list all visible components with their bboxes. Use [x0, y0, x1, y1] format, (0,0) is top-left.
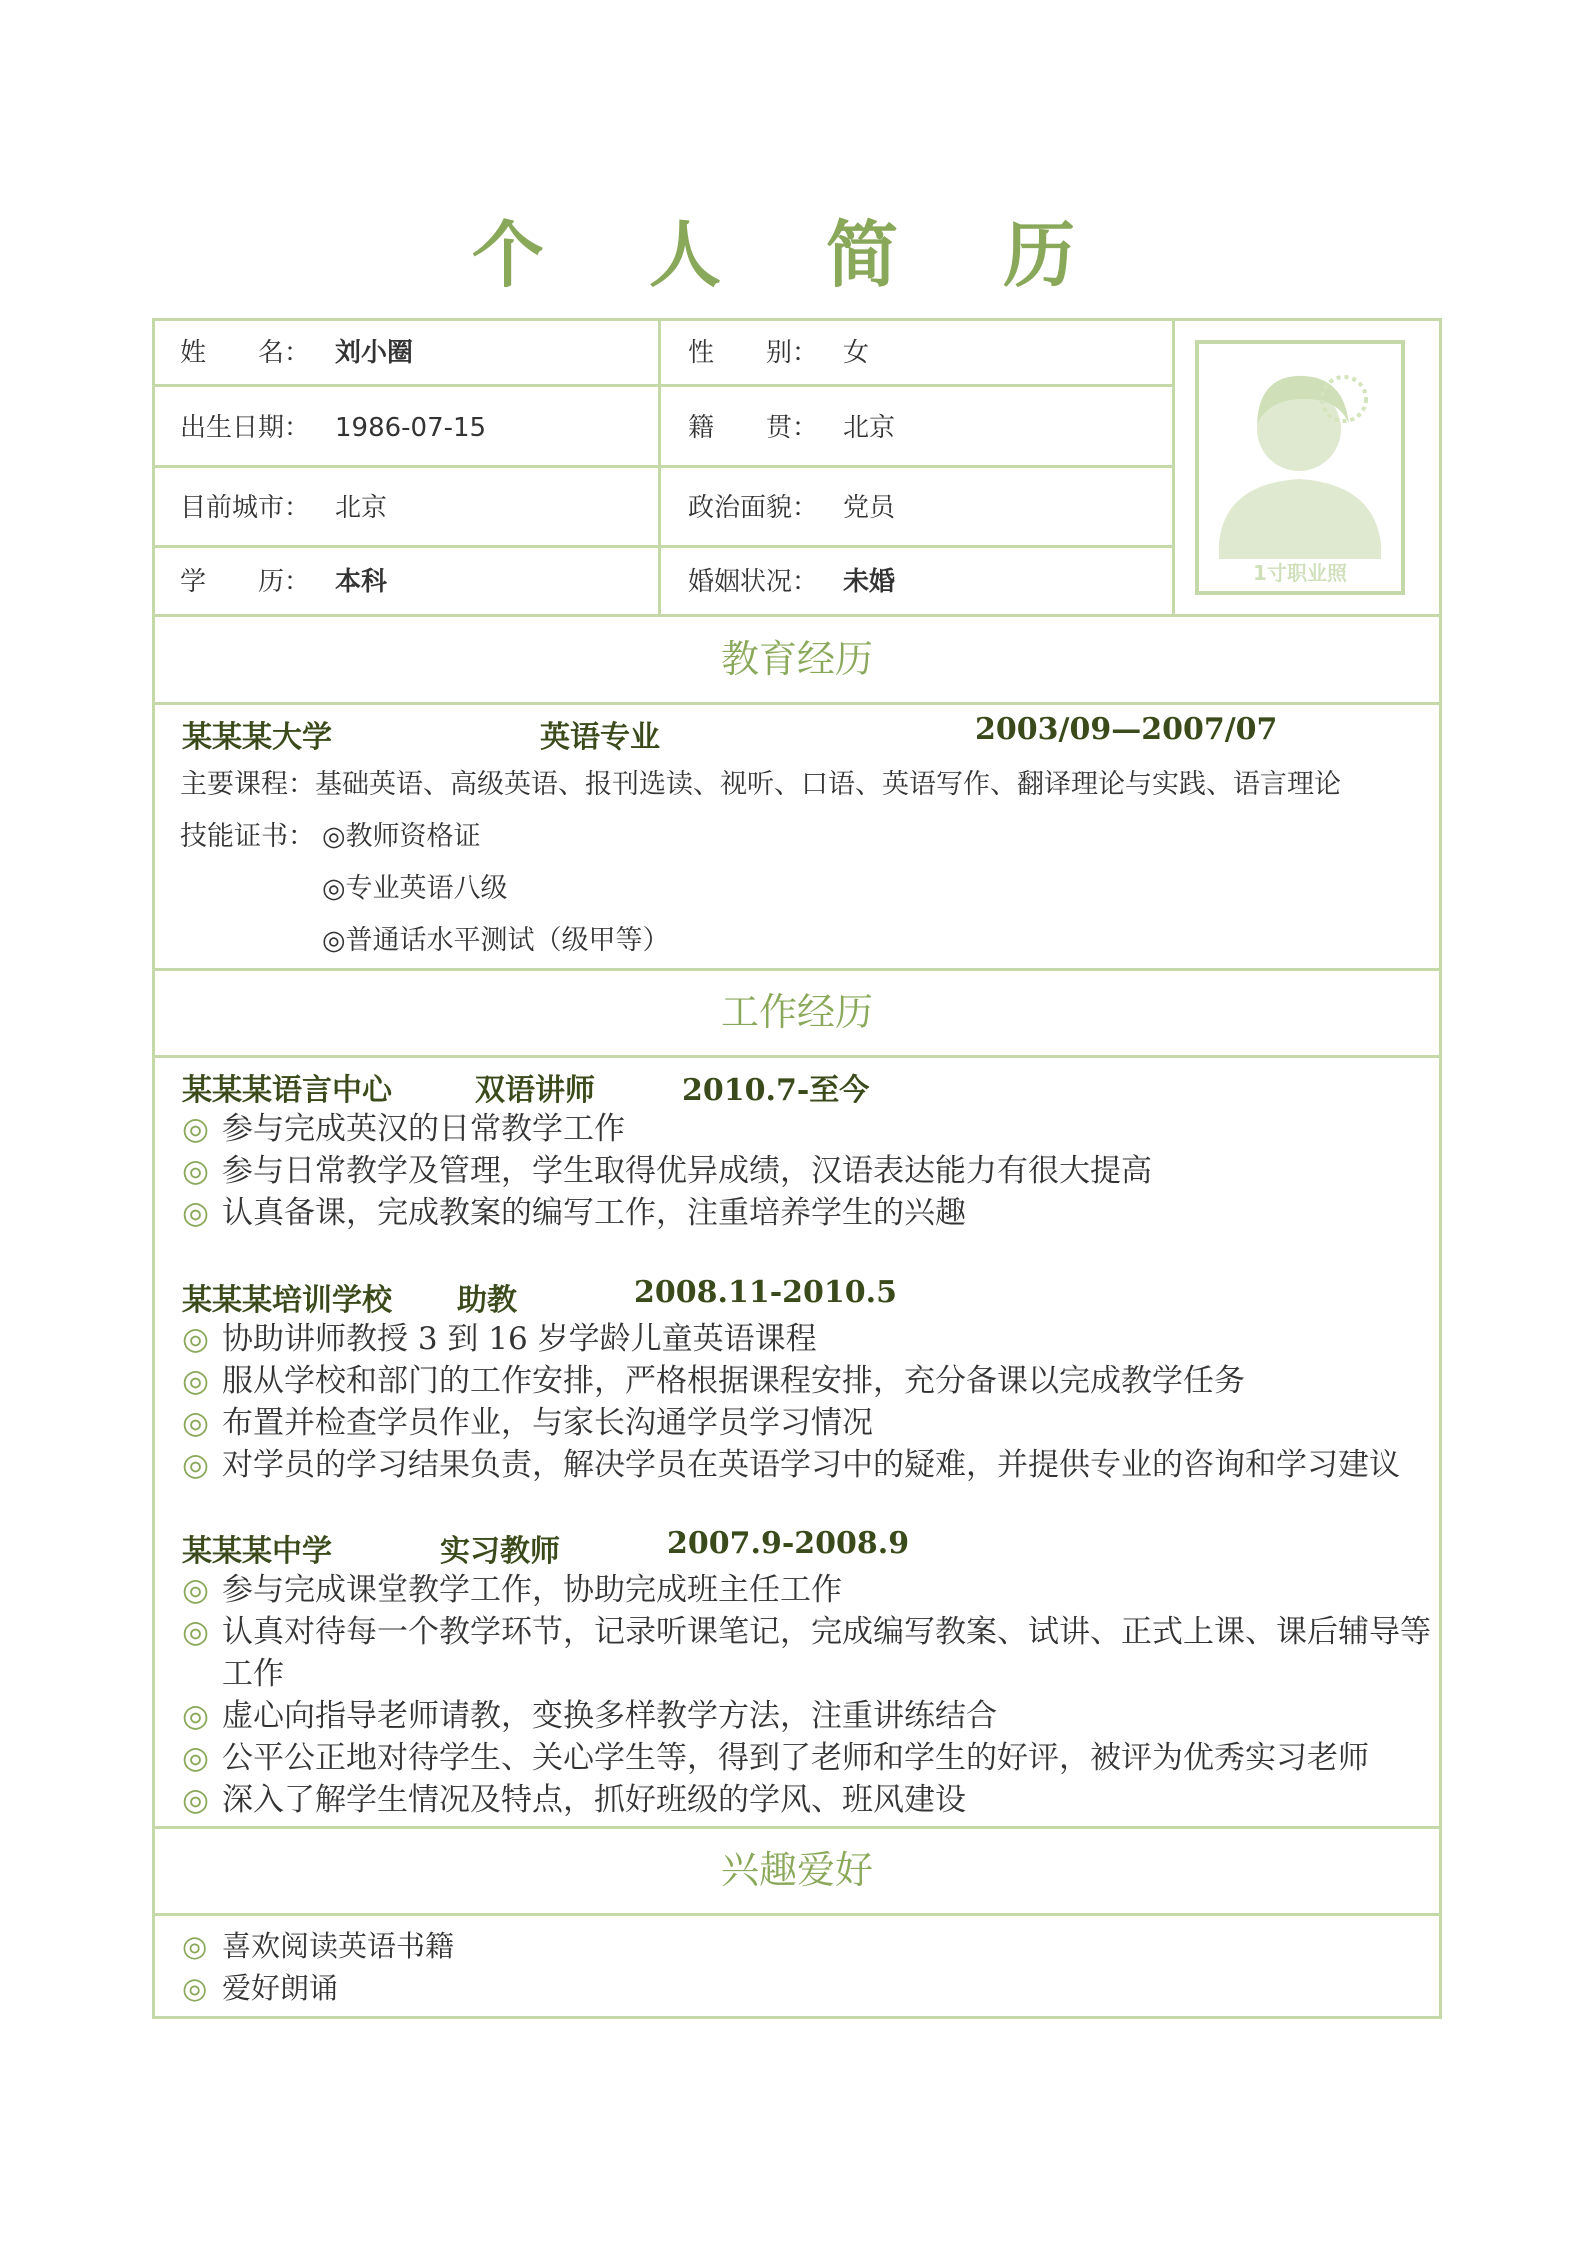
divider — [152, 1055, 1442, 1058]
page-title: 个 人 简 历 — [471, 212, 1116, 297]
bullet-icon: ◎ — [182, 1447, 210, 1483]
photo-caption: 1寸职业照 — [1253, 561, 1347, 585]
list-item: ◎ 深入了解学生情况及特点，抓好班级的学风、班风建设 — [182, 1779, 1457, 1821]
list-item: ◎ 对学员的学习结果负责，解决学员在英语学习中的疑难，并提供专业的咨询和学习建议 — [182, 1444, 1400, 1486]
info-birthdate — [180, 410, 486, 446]
info-value: 女 — [843, 338, 870, 368]
list-item: ◎ 虚心向指导老师请教，变换多样教学方法，注重讲练结合 — [182, 1695, 1457, 1737]
divider — [1172, 318, 1175, 616]
major: 英语专业 — [540, 720, 660, 755]
education-header — [0, 712, 1587, 754]
bullet-icon: ◎ — [182, 1971, 208, 2005]
job-header — [0, 1526, 1587, 1568]
bullet-icon: ◎ — [182, 1111, 210, 1147]
list-item: ◎ 爱好朗诵 — [182, 1967, 454, 2009]
divider — [152, 968, 1442, 971]
bullet-icon: ◎ — [182, 1614, 210, 1650]
info-marital — [688, 564, 895, 600]
info-label: 姓 名： — [180, 338, 311, 368]
bullet-icon: ◎ — [182, 1405, 210, 1441]
divider — [152, 384, 1174, 387]
job-org: 某某某语言中心 — [182, 1073, 392, 1108]
info-label: 籍 贯： — [688, 413, 819, 443]
info-value: 刘小圈 — [335, 338, 414, 368]
info-value: 1986-07-15 — [335, 413, 487, 443]
list-item: ◎ 服从学校和部门的工作安排，严格根据课程安排，充分备课以完成教学任务 — [182, 1360, 1400, 1402]
info-label: 性 别： — [688, 338, 819, 368]
job-role: 助教 — [457, 1283, 517, 1318]
list-item: ◎ 认真对待每一个教学环节，记录听课笔记，完成编写教案、试讲、正式上课、课后辅导等工作 — [182, 1611, 1457, 1695]
info-label: 政治面貌： — [688, 493, 819, 523]
cert-item: ◎普通话水平测试（级甲等） — [322, 925, 670, 956]
courses-value: 基础英语、高级英语、报刊选读、视听、口语、英语写作、翻译理论与实践、语言理论 — [315, 769, 1341, 800]
info-label: 学 历： — [180, 567, 311, 597]
education-period: 2003/09—2007/07 — [975, 712, 1278, 747]
info-value: 未婚 — [843, 567, 896, 597]
bullet-icon: ◎ — [182, 1698, 210, 1734]
job-period: 2010.7-至今 — [682, 1073, 870, 1108]
job-period: 2008.11-2010.5 — [634, 1275, 897, 1310]
info-education — [180, 564, 387, 600]
bullet-icon: ◎ — [182, 1363, 210, 1399]
divider — [152, 1826, 1442, 1829]
job-header — [0, 1065, 1587, 1107]
list-item: ◎ 参与日常教学及管理，学生取得优异成绩，汉语表达能力有很大提高 — [182, 1150, 1152, 1192]
info-name — [180, 335, 413, 371]
courses-label: 主要课程： — [180, 769, 315, 800]
info-label: 目前城市： — [180, 493, 311, 523]
info-value: 党员 — [843, 493, 896, 523]
list-item: ◎ 公平公正地对待学生、关心学生等，得到了老师和学生的好评，被评为优秀实习老师 — [182, 1737, 1457, 1779]
divider — [152, 465, 1174, 468]
list-item: ◎ 喜欢阅读英语书籍 — [182, 1925, 454, 1967]
school-name: 某某某大学 — [182, 720, 332, 755]
cert-item: ◎教师资格证 — [322, 821, 481, 852]
divider — [658, 318, 661, 616]
job-org: 某某某培训学校 — [182, 1283, 392, 1318]
bullet-icon: ◎ — [182, 1153, 210, 1189]
info-political — [688, 490, 895, 526]
bullet-icon: ◎ — [182, 1782, 210, 1818]
hobbies-list — [182, 1925, 454, 2009]
courses-line — [180, 765, 1341, 805]
job-duties-list — [182, 1108, 1152, 1234]
info-gender — [688, 335, 869, 371]
info-value: 北京 — [335, 493, 388, 523]
section-title-work: 工作经历 — [720, 990, 873, 1034]
info-value: 本科 — [335, 567, 388, 597]
list-item: ◎ 布置并检查学员作业，与家长沟通学员学习情况 — [182, 1402, 1400, 1444]
list-item: ◎ 参与完成英汉的日常教学工作 — [182, 1108, 1152, 1150]
job-period: 2007.9-2008.9 — [667, 1526, 910, 1561]
info-city — [180, 490, 387, 526]
info-value: 北京 — [843, 413, 896, 443]
job-role: 实习教师 — [440, 1534, 560, 1569]
certs-label: 技能证书： — [180, 821, 315, 852]
job-duties-list — [182, 1569, 1457, 1821]
bullet-icon: ◎ — [182, 1321, 210, 1357]
divider — [152, 545, 1174, 548]
photo-placeholder — [1195, 340, 1405, 595]
info-hometown — [688, 410, 895, 446]
info-label: 出生日期： — [180, 413, 311, 443]
divider — [152, 702, 1442, 705]
divider — [152, 1913, 1442, 1916]
section-title-hobbies: 兴趣爱好 — [720, 1848, 873, 1892]
job-role: 双语讲师 — [475, 1073, 595, 1108]
section-title-education: 教育经历 — [720, 637, 873, 681]
bullet-icon: ◎ — [182, 1929, 208, 1963]
list-item: ◎ 参与完成课堂教学工作，协助完成班主任工作 — [182, 1569, 1457, 1611]
bullet-icon: ◎ — [182, 1195, 210, 1231]
list-item: ◎ 认真备课，完成教案的编写工作，注重培养学生的兴趣 — [182, 1192, 1152, 1234]
job-header — [0, 1275, 1587, 1317]
bullet-icon: ◎ — [182, 1740, 210, 1776]
divider — [152, 614, 1442, 617]
person-icon — [1199, 344, 1401, 591]
job-duties-list — [182, 1318, 1400, 1486]
info-label: 婚姻状况： — [688, 567, 819, 597]
job-org: 某某某中学 — [182, 1534, 332, 1569]
list-item: ◎ 协助讲师教授 3 到 16 岁学龄儿童英语课程 — [182, 1318, 1400, 1360]
bullet-icon: ◎ — [182, 1572, 210, 1608]
cert-item: ◎专业英语八级 — [322, 873, 508, 904]
